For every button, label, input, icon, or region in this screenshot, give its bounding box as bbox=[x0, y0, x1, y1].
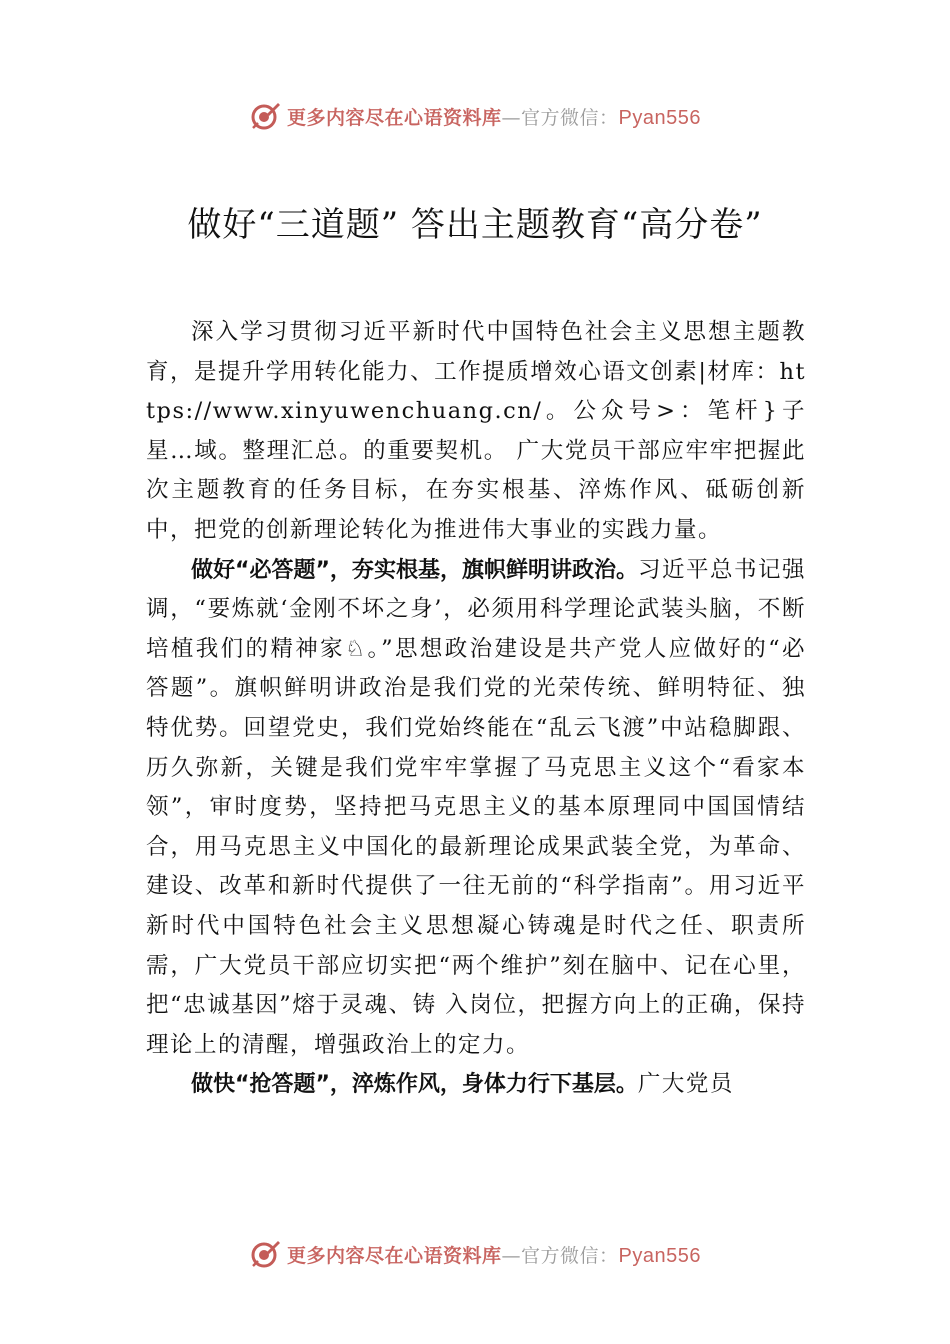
paragraph-text: 习近平总书记强调，“要炼就‘金刚不坏之身’，必须用科学理论武装头脑，不断培植我们的精神家♘。”思想政治建设是共产党人应做好的“必答题”。旗帜鲜明讲政治是我们党的光荣传统、鲜明特征、独特优势。回望党史，我们党始终能在“乱云飞渡”中站稳脚跟、历久弥新，关键是我们党牢牢掌握了马克思主义这个“看家本领”，审时度势，坚持把马克思主义的基本原理同中国国情结合，用马克思主义中国化的最新理论成果武装全党，为革命、建设、改革和新时代提供了一往无前的“科学指南”。用习近平新时代中国特色社会主义思想凝心铸魂是时代之任、职责所需，广大党员干部应切实把“两个维护”刻在脑中、记在心里，把“忠诚基因”熔于灵魂、铸 入岗位，把握方向上的正确，保持理论上的清醒，增强政治上的定力。 bbox=[146, 556, 806, 1058]
paragraph-must-answer bbox=[146, 551, 806, 1066]
watermark-id: Pyan556 bbox=[618, 1244, 701, 1267]
paragraph-text: 深入学习贯彻习近平新时代中国特色社会主义思想主题教育，是提升学用转化能力、工作提质增效心语文创素|材库：https://www.xinyuwenchuang.cn/。公众号>：笔杆}子星…域。整理汇总。的重要契机。 广大党员干部应牢牢把握此次主题教育的任务目标，在夯实根基、淬炼作风、砥砺创新中，把党的创新理论转化为推进伟大事业的实践力量。 bbox=[146, 319, 806, 543]
paragraph-quick-answer bbox=[146, 1065, 806, 1105]
paragraph-intro bbox=[146, 313, 806, 551]
paragraph-text: 广大党员 bbox=[637, 1071, 734, 1098]
watermark-brand: 更多内容尽在心语资料库 bbox=[287, 1244, 502, 1267]
paragraph-lead: 做快“抢答题”，淬炼作风，身体力行下基层。 bbox=[191, 1072, 638, 1098]
document-body bbox=[146, 313, 806, 1105]
watermark-dash: — bbox=[501, 106, 522, 129]
watermark-brand: 更多内容尽在心语资料库 bbox=[287, 106, 502, 129]
watermark-dash: — bbox=[501, 1244, 522, 1267]
watermark-banner-bottom bbox=[0, 1236, 950, 1272]
watermark-label: 官方微信： bbox=[521, 1244, 619, 1267]
watermark-banner-top bbox=[0, 98, 950, 134]
pen-logo-icon bbox=[249, 100, 281, 132]
paragraph-lead: 做好“必答题”，夯实根基，旗帜鲜明讲政治。 bbox=[191, 557, 638, 583]
watermark-label: 官方微信： bbox=[521, 106, 619, 129]
watermark-id: Pyan556 bbox=[618, 106, 701, 129]
document-title: 做好“三道题” 答出主题教育“高分卷” bbox=[187, 205, 763, 245]
pen-logo-icon bbox=[249, 1238, 281, 1270]
